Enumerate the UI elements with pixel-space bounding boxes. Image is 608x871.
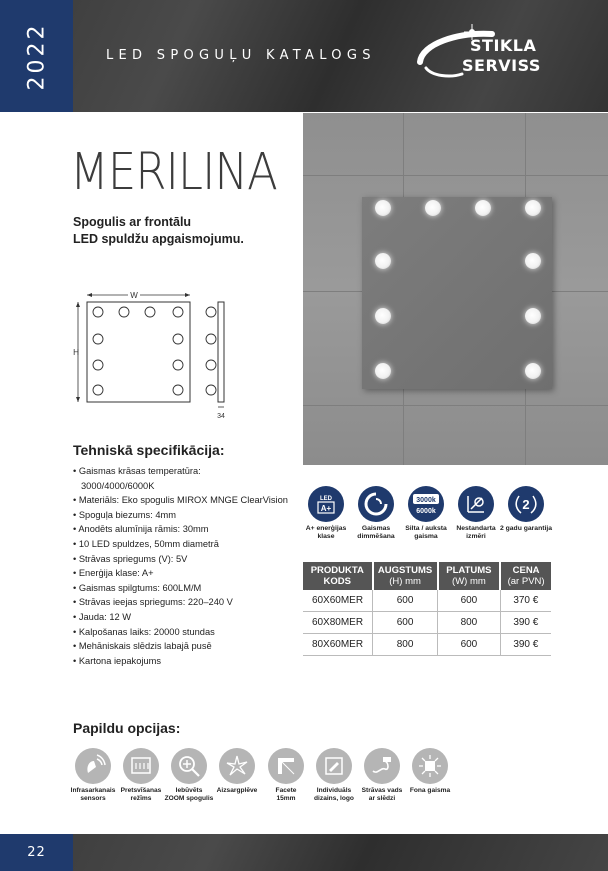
- spec-title: Tehniskā specifikācija:: [73, 442, 225, 458]
- dimension-diagram: [70, 285, 240, 425]
- bulb: [525, 200, 541, 216]
- table-cell: 800: [438, 612, 501, 634]
- table-cell: 800: [373, 634, 438, 656]
- feature-label: 2 gadu garantija: [499, 525, 553, 532]
- bulb: [375, 253, 391, 269]
- option-background-light: Fona gaisma: [400, 748, 460, 795]
- option-protective-film: Aizsargplēve: [207, 748, 267, 795]
- table-header: AUGSTUMS (H) mm: [373, 562, 438, 590]
- bulb: [375, 200, 391, 216]
- table-header-row: [303, 562, 551, 590]
- svg-text:2: 2: [522, 497, 530, 512]
- extras-title: Papildu opcijas:: [73, 720, 181, 736]
- color-temperature-icon: [408, 486, 444, 522]
- table-row: [303, 612, 551, 634]
- table-row: [303, 590, 551, 612]
- spec-item: • Enerģija klase: A+: [73, 568, 154, 579]
- page-number: 22: [27, 845, 46, 860]
- option-infrared-sensor: Infrasarkanais sensors: [63, 748, 123, 803]
- table-cell: 600: [373, 612, 438, 634]
- mirror-image: [362, 197, 552, 389]
- option-zoom-mirror: Iebūvēts ZOOM spogulis: [159, 748, 219, 803]
- table-cell: 600: [373, 590, 438, 612]
- bulb: [425, 200, 441, 216]
- feature-warranty: [498, 486, 554, 533]
- bulb: [525, 308, 541, 324]
- feature-label: Silta / auksta gaisma: [405, 525, 447, 540]
- spec-item: • Materiāls: Eko spogulis MIROX MNGE ClearVision: [73, 495, 288, 506]
- background-light-icon: [412, 748, 448, 784]
- feature-label: Nestandarta izmēri: [456, 525, 496, 540]
- dimming-icon: [358, 486, 394, 522]
- feature-dimming: [348, 486, 404, 541]
- facet-icon: [268, 748, 304, 784]
- table-cell: 390 €: [500, 634, 551, 656]
- feature-label: A+ enerģijas klase: [305, 525, 347, 540]
- spec-list: [73, 464, 288, 668]
- subtitle-line-1: Spogulis ar frontālu: [73, 215, 192, 229]
- spec-item: 3000/4000/6000K: [81, 480, 155, 491]
- bulb: [475, 200, 491, 216]
- year-label: 2022: [24, 22, 49, 90]
- spec-item: • Mehāniskais slēdzis labajā pusē: [73, 641, 212, 652]
- product-subtitle: [73, 214, 244, 248]
- width-label: W: [130, 291, 138, 300]
- table-cell: 60X60MER: [303, 590, 373, 612]
- feature-color-temperature: [398, 486, 454, 541]
- spec-item: • Spoguļa biezums: 4mm: [73, 509, 176, 520]
- table-cell: 80X60MER: [303, 634, 373, 656]
- height-label: H: [73, 348, 79, 357]
- bulb: [525, 253, 541, 269]
- table-header: CENA (ar PVN): [500, 562, 551, 590]
- table-cell: 600: [438, 634, 501, 656]
- table-cell: 600: [438, 590, 501, 612]
- spec-item: • Jauda: 12 W: [73, 611, 132, 622]
- footer-bar: [0, 834, 608, 871]
- energy-class-icon: [308, 486, 344, 522]
- option-power-cable: Strāvas vads ar slēdzi: [352, 748, 412, 803]
- spec-item: • Kalpošanas laiks: 20000 stundas: [73, 626, 215, 637]
- spec-item: • 10 LED spuldzes, 50mm diametrā: [73, 538, 219, 549]
- option-custom-design: Individuāls dizains, logo: [304, 748, 364, 803]
- feature-energy-class: [298, 486, 354, 541]
- catalog-title: LED SPOGUĻU KATALOGS: [106, 48, 376, 63]
- product-table: [303, 562, 551, 656]
- table-row: [303, 634, 551, 656]
- feature-custom-size: [448, 486, 504, 541]
- table-cell: 390 €: [500, 612, 551, 634]
- table-cell: 60X80MER: [303, 612, 373, 634]
- subtitle-line-2: LED spuldžu apgaismojumu.: [73, 232, 244, 246]
- spec-item: • Gaismas krāsas temperatūra:: [73, 466, 201, 476]
- spec-item: • Gaismas spilgtums: 600LM/M: [73, 582, 202, 593]
- spec-item: • Anodēts alumīnija rāmis: 30mm: [73, 524, 209, 535]
- svg-text:A+: A+: [320, 504, 332, 513]
- logo-text-serviss: SERVISS: [462, 56, 541, 75]
- depth-label: 34: [217, 413, 225, 420]
- spec-item: • Strāvas spriegums (V): 5V: [73, 553, 188, 564]
- option-anti-fog: Pretsvīšanas režīms: [111, 748, 171, 803]
- option-facet: Facete 15mm: [256, 748, 316, 803]
- spec-item: • Strāvas ieejas spriegums: 220–240 V: [73, 597, 233, 608]
- anti-fog-icon: [123, 748, 159, 784]
- logo-text-stikla: STIKLA: [470, 36, 537, 55]
- spec-item: • Kartona iepakojums: [73, 655, 162, 666]
- power-cable-icon: [364, 748, 400, 784]
- protective-film-icon: [219, 748, 255, 784]
- table-cell: 370 €: [500, 590, 551, 612]
- svg-text:6000k: 6000k: [416, 508, 436, 515]
- svg-text:3000k: 3000k: [416, 497, 436, 504]
- warranty-icon: [508, 486, 544, 522]
- bulb: [525, 363, 541, 379]
- feature-label: Gaismas dimmēšana: [357, 525, 395, 540]
- bulb: [375, 308, 391, 324]
- table-header: PLATUMS (W) mm: [438, 562, 501, 590]
- table-header: PRODUKTA KODS: [303, 562, 373, 590]
- custom-design-icon: [316, 748, 352, 784]
- bulb: [375, 363, 391, 379]
- custom-size-icon: [458, 486, 494, 522]
- product-title: MERILINA: [70, 143, 277, 202]
- infrared-sensor-icon: [75, 748, 111, 784]
- zoom-mirror-icon: [171, 748, 207, 784]
- svg-text:LED: LED: [320, 496, 332, 502]
